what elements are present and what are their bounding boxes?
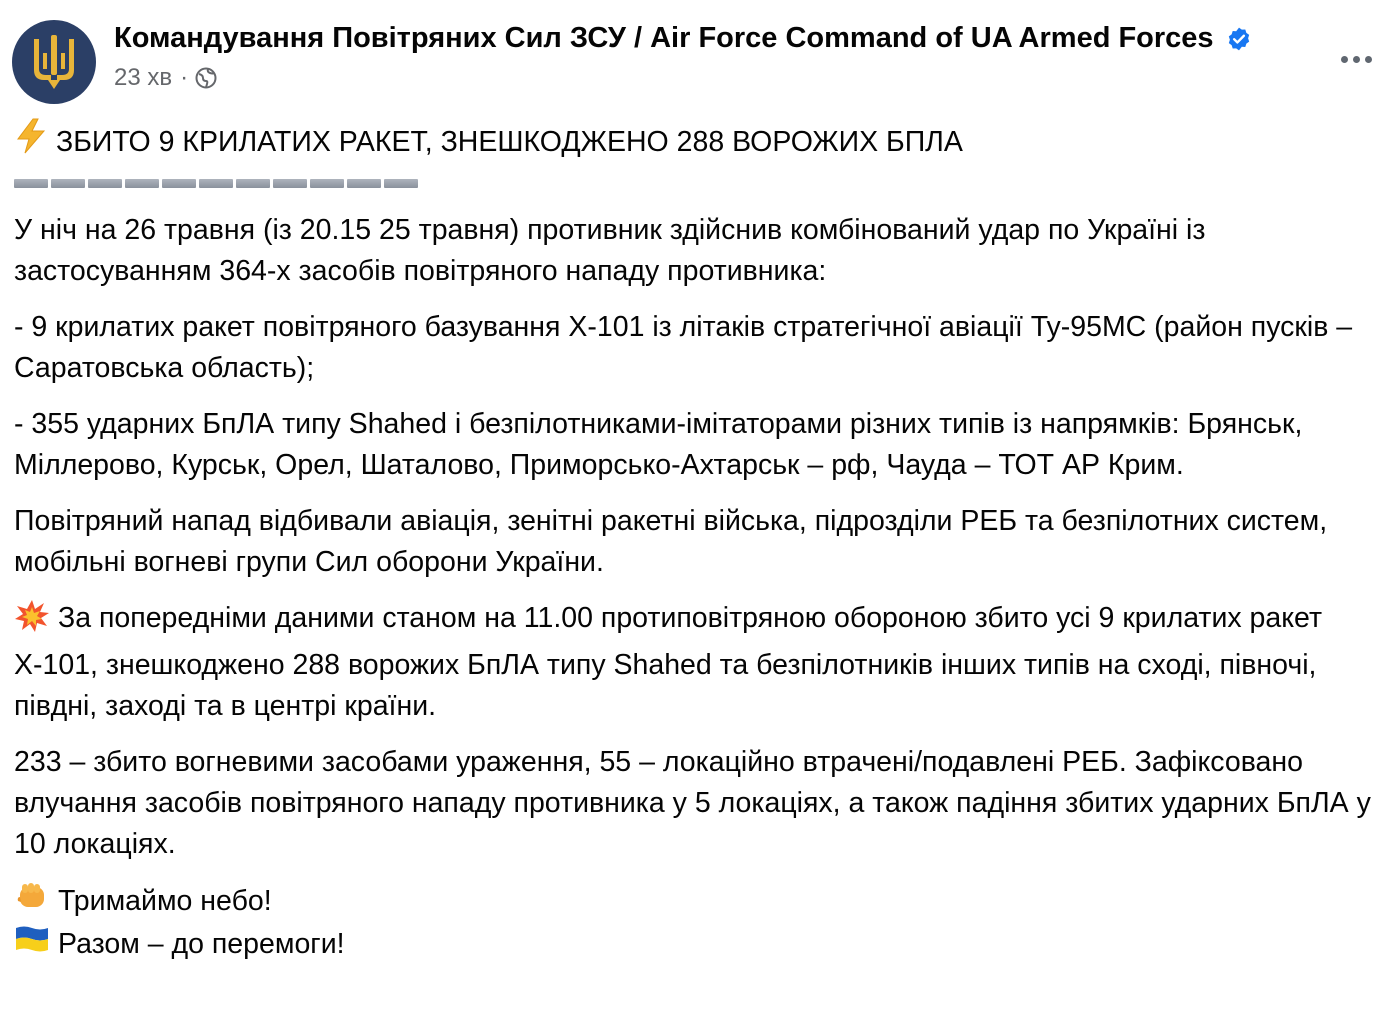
post-meta xyxy=(114,64,218,92)
results-text: За попередніми даними станом на 11.00 протиповітряною обороною збито усі 9 крилатих ракет Х-101, знешкоджено 288 ворожих БпЛА типу Shahed та безпілотників інших типів на сході, півночі, півдні, заході та в центрі країни. xyxy=(14,602,1323,722)
globe-icon[interactable] xyxy=(194,66,218,90)
divider-segment xyxy=(51,179,85,188)
closing-line-victory xyxy=(14,923,1386,966)
closing-line-sky-text: Тримаймо небо! xyxy=(58,885,272,917)
raised-fist-icon xyxy=(14,879,50,925)
collision-icon xyxy=(14,599,50,645)
paragraph-missiles: - 9 крилатих ракет повітряного базування Х-101 із літаків стратегічної авіації Ту-95МС (район пусків – Саратовська область); xyxy=(14,311,1353,384)
ukraine-flag-icon xyxy=(14,924,50,965)
page-name[interactable] xyxy=(114,22,1252,55)
avatar[interactable] xyxy=(12,20,96,104)
divider-segment xyxy=(14,179,48,188)
divider-segment xyxy=(310,179,344,188)
lightning-icon xyxy=(14,118,48,166)
divider-segment xyxy=(88,179,122,188)
paragraph-defense-forces: Повітряний напад відбивали авіація, зенітні ракетні війська, підрозділи РЕБ та безпілотних систем, мобільні вогневі групи Сил оборони України. xyxy=(14,505,1328,578)
closing-line-sky xyxy=(14,880,1386,923)
more-options-button[interactable] xyxy=(1334,44,1378,74)
divider-segment xyxy=(199,179,233,188)
post-body xyxy=(14,118,1386,966)
author-name[interactable]: Командування Повітряних Сил ЗСУ / Air Force Command of UA Armed Forces xyxy=(114,22,1214,54)
divider-line xyxy=(14,170,1386,196)
more-options-icon xyxy=(1341,56,1348,63)
paragraph-details: 233 – збито вогневими засобами ураження, 55 – локаційно втрачені/подавлені РЕБ. Зафіксовано влучання засобів повітряного нападу противника у 5 локаціях, а також падіння збитих ударних БпЛА у 10 локаціях. xyxy=(14,746,1371,860)
post-header xyxy=(12,18,1388,106)
post-headline xyxy=(14,118,1386,166)
paragraph-drones: - 355 ударних БпЛА типу Shahed і безпілотниками-імітаторами різних типів із напрямків: Брянськ, Міллерово, Курськ, Орел, Шаталово, Приморсько-Ахтарськ – рф, Чауда – ТОТ АР Крим. xyxy=(14,408,1303,481)
divider-segment xyxy=(162,179,196,188)
post-timestamp[interactable]: 23 хв xyxy=(114,64,173,91)
divider-segment xyxy=(236,179,270,188)
more-options-icon-dot xyxy=(1365,56,1372,63)
headline-text: ЗБИТО 9 КРИЛАТИХ РАКЕТ, ЗНЕШКОДЖЕНО 288 ВОРОЖИХ БПЛА xyxy=(56,125,963,158)
divider-segment xyxy=(273,179,307,188)
trident-icon xyxy=(28,33,80,91)
divider-segment xyxy=(125,179,159,188)
paragraph-results xyxy=(14,598,1386,727)
divider-segment xyxy=(347,179,381,188)
meta-separator: · xyxy=(180,64,189,91)
closing-lines xyxy=(14,880,1386,966)
paragraph-attack-summary: У ніч на 26 травня (із 20.15 25 травня) противник здійснив комбінований удар по Україні із застосуванням 364-х засобів повітряного нападу противника: xyxy=(14,214,1206,287)
verified-badge-icon xyxy=(1226,26,1252,52)
divider-segment xyxy=(384,179,418,188)
closing-line-victory-text: Разом – до перемоги! xyxy=(58,928,345,960)
more-options-icon-dot xyxy=(1353,56,1360,63)
